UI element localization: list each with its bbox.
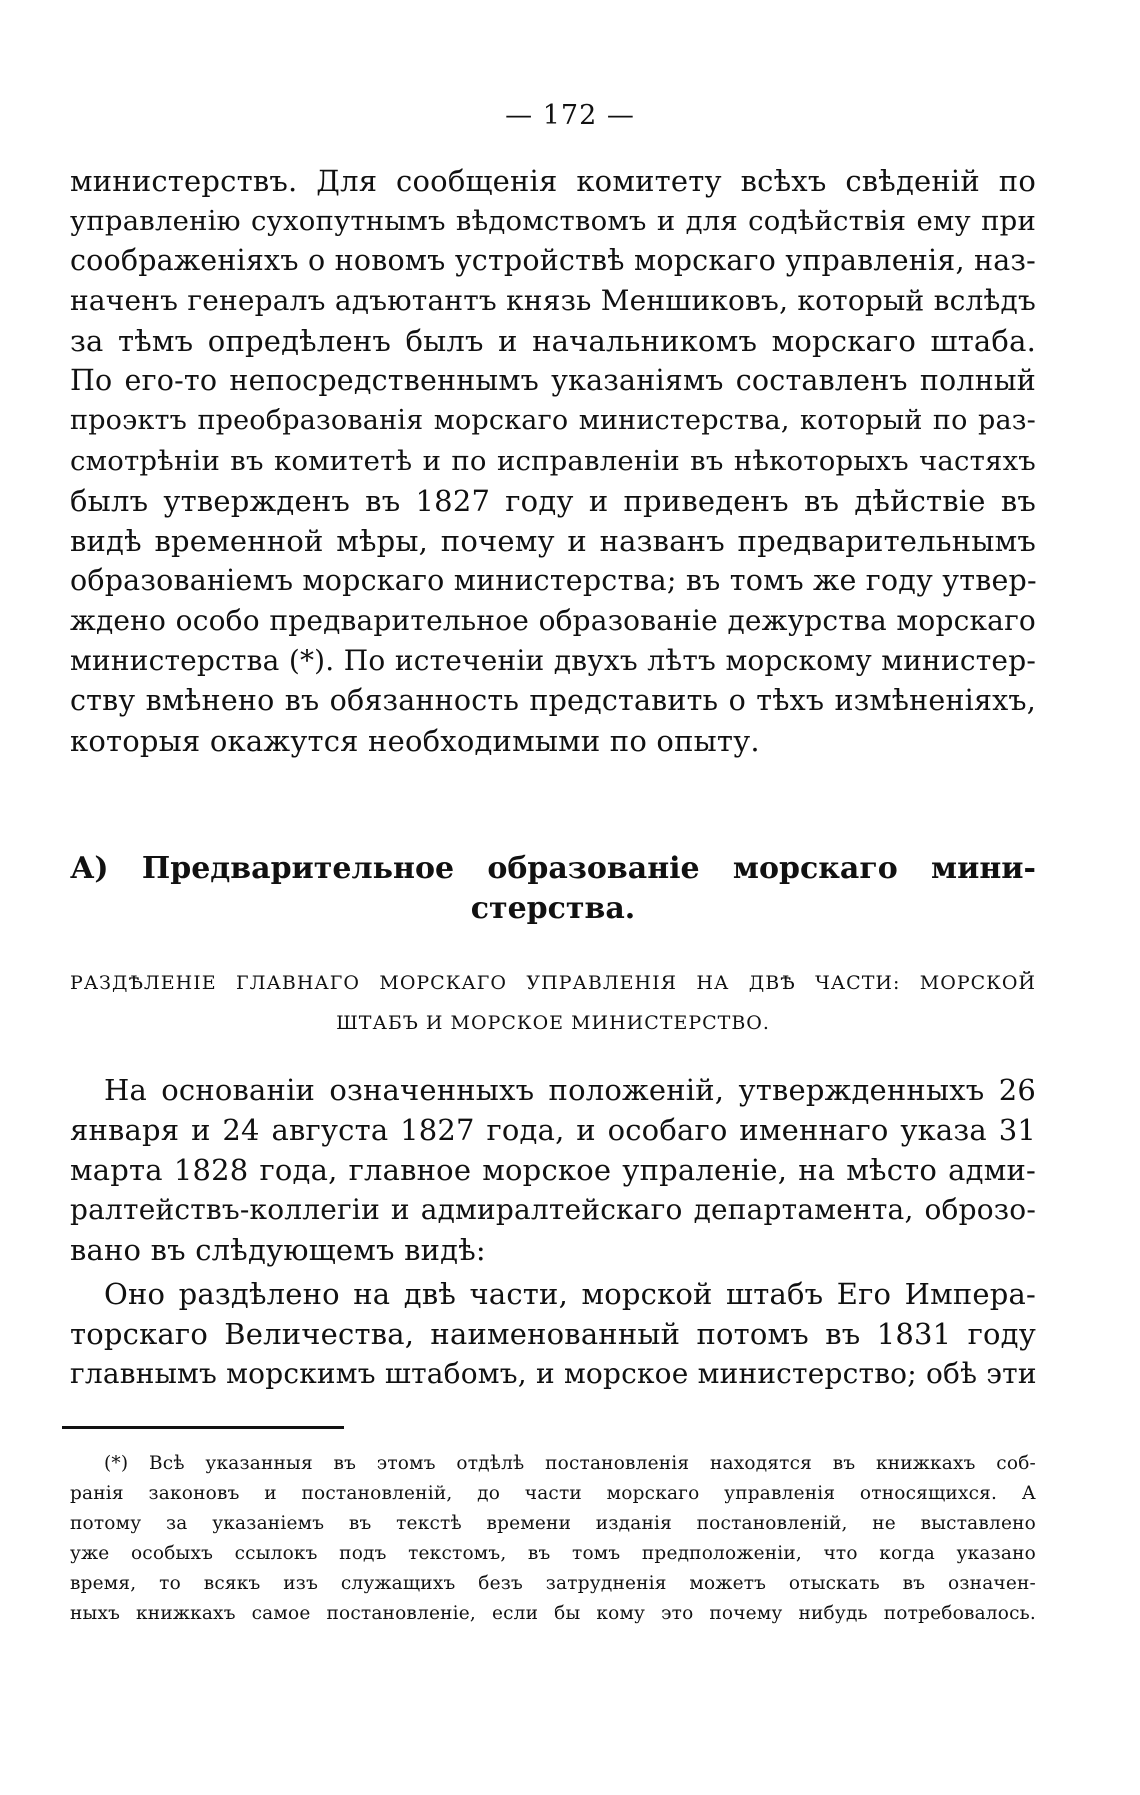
text-line: вано въ слѣдующемъ видѣ: — [70, 1233, 486, 1267]
text-line: соображеніяхъ о новомъ устройствѣ морскаго управленія, наз- — [70, 244, 1036, 277]
text-line: смотрѣніи въ комитетѣ и по исправленіи въ нѣкоторыхъ частяхъ — [70, 445, 1036, 477]
text-line: ству вмѣнено въ обязанность представить о тѣхъ измѣненіяхъ, — [70, 684, 1036, 717]
text-line: главнымъ морскимъ штабомъ, и морское министерство; обѣ эти — [70, 1357, 1037, 1390]
text-line: проэктъ преобразованія морскаго министерства, который по раз- — [70, 405, 1036, 436]
text-line: за тѣмъ опредѣленъ былъ и начальникомъ морскаго штаба. — [70, 324, 1036, 358]
text-line: марта 1828 года, главное морское упраленіе, на мѣсто адми- — [70, 1153, 1036, 1187]
subheading: РАЗДѢЛЕНІЕ ГЛАВНАГО МОРСКАГО УПРАВЛЕНІЯ НА ДВѢ ЧАСТИ: МОРСКОЙ — [70, 972, 1036, 994]
footnote-line: ныхъ книжкахъ самое постановленіе, если бы кому это почему нибудь потребовалось. — [70, 1603, 1036, 1624]
text-line: министерствъ. Для сообщенія комитету всѣхъ свѣденій по — [70, 164, 1036, 198]
text-line: которыя окажутся необходимыми по опыту. — [70, 724, 760, 758]
text-line: января и 24 августа 1827 года, и особаго именнаго указа 31 — [70, 1113, 1036, 1147]
section-heading: А) Предварительное образованіе морскаго мини- — [70, 851, 1036, 886]
text-line: управленію сухопутнымъ вѣдомствомъ и для содѣйствія ему при — [70, 205, 1036, 237]
footnote-line: время, то всякъ изъ служащихъ безъ затрудненія можетъ отыскать въ означен- — [70, 1573, 1036, 1594]
text-line: По его-то непосредственнымъ указаніямъ составленъ полный — [70, 364, 1036, 397]
footnote-line: уже особыхъ ссылокъ подъ текстомъ, въ томъ предположеніи, что когда указано — [70, 1543, 1036, 1564]
footnote-line: ранія законовъ и постановленій, до части морскаго управленія относящихся. А — [70, 1483, 1036, 1504]
footnote-divider — [62, 1426, 344, 1429]
text-line: ждено особо предварительное образованіе дежурства морскаго — [70, 604, 1036, 637]
text-line: образованіемъ морскаго министерства; въ томъ же году утвер- — [70, 564, 1037, 597]
text-line: ралтействъ-коллегіи и адмиралтейскаго департамента, оброзо- — [70, 1193, 1036, 1226]
text-line: торскаго Величества, наименованный потомъ въ 1831 году — [70, 1317, 1036, 1351]
text-line: Оно раздѣлено на двѣ части, морской штабъ Его Импера- — [104, 1277, 1036, 1311]
text-line: министерства (*). По истеченіи двухъ лѣтъ морскому министер- — [70, 644, 1036, 677]
text-line: былъ утвержденъ въ 1827 году и приведенъ въ дѣйствіе въ — [70, 484, 1036, 518]
text-line: На основаніи означенныхъ положеній, утвержденныхъ 26 — [104, 1073, 1036, 1107]
footnote-line: потому за указаніемъ въ текстѣ времени изданія постановленій, не выставлено — [70, 1513, 1036, 1534]
footnote-line: (*) Всѣ указанныя въ этомъ отдѣлѣ постановленія находятся въ книжкахъ соб- — [104, 1453, 1036, 1474]
text-line: видѣ временной мѣры, почему и названъ предварительнымъ — [70, 524, 1036, 558]
page-number: — 172 — — [505, 100, 635, 131]
section-heading-continuation: стерства. — [470, 891, 636, 926]
subheading-continuation: ШТАБЪ И МОРСКОЕ МИНИСТЕРСТВО. — [336, 1012, 770, 1034]
text-line: наченъ генералъ адъютантъ князь Меншиковъ, который вслѣдъ — [70, 284, 1036, 317]
